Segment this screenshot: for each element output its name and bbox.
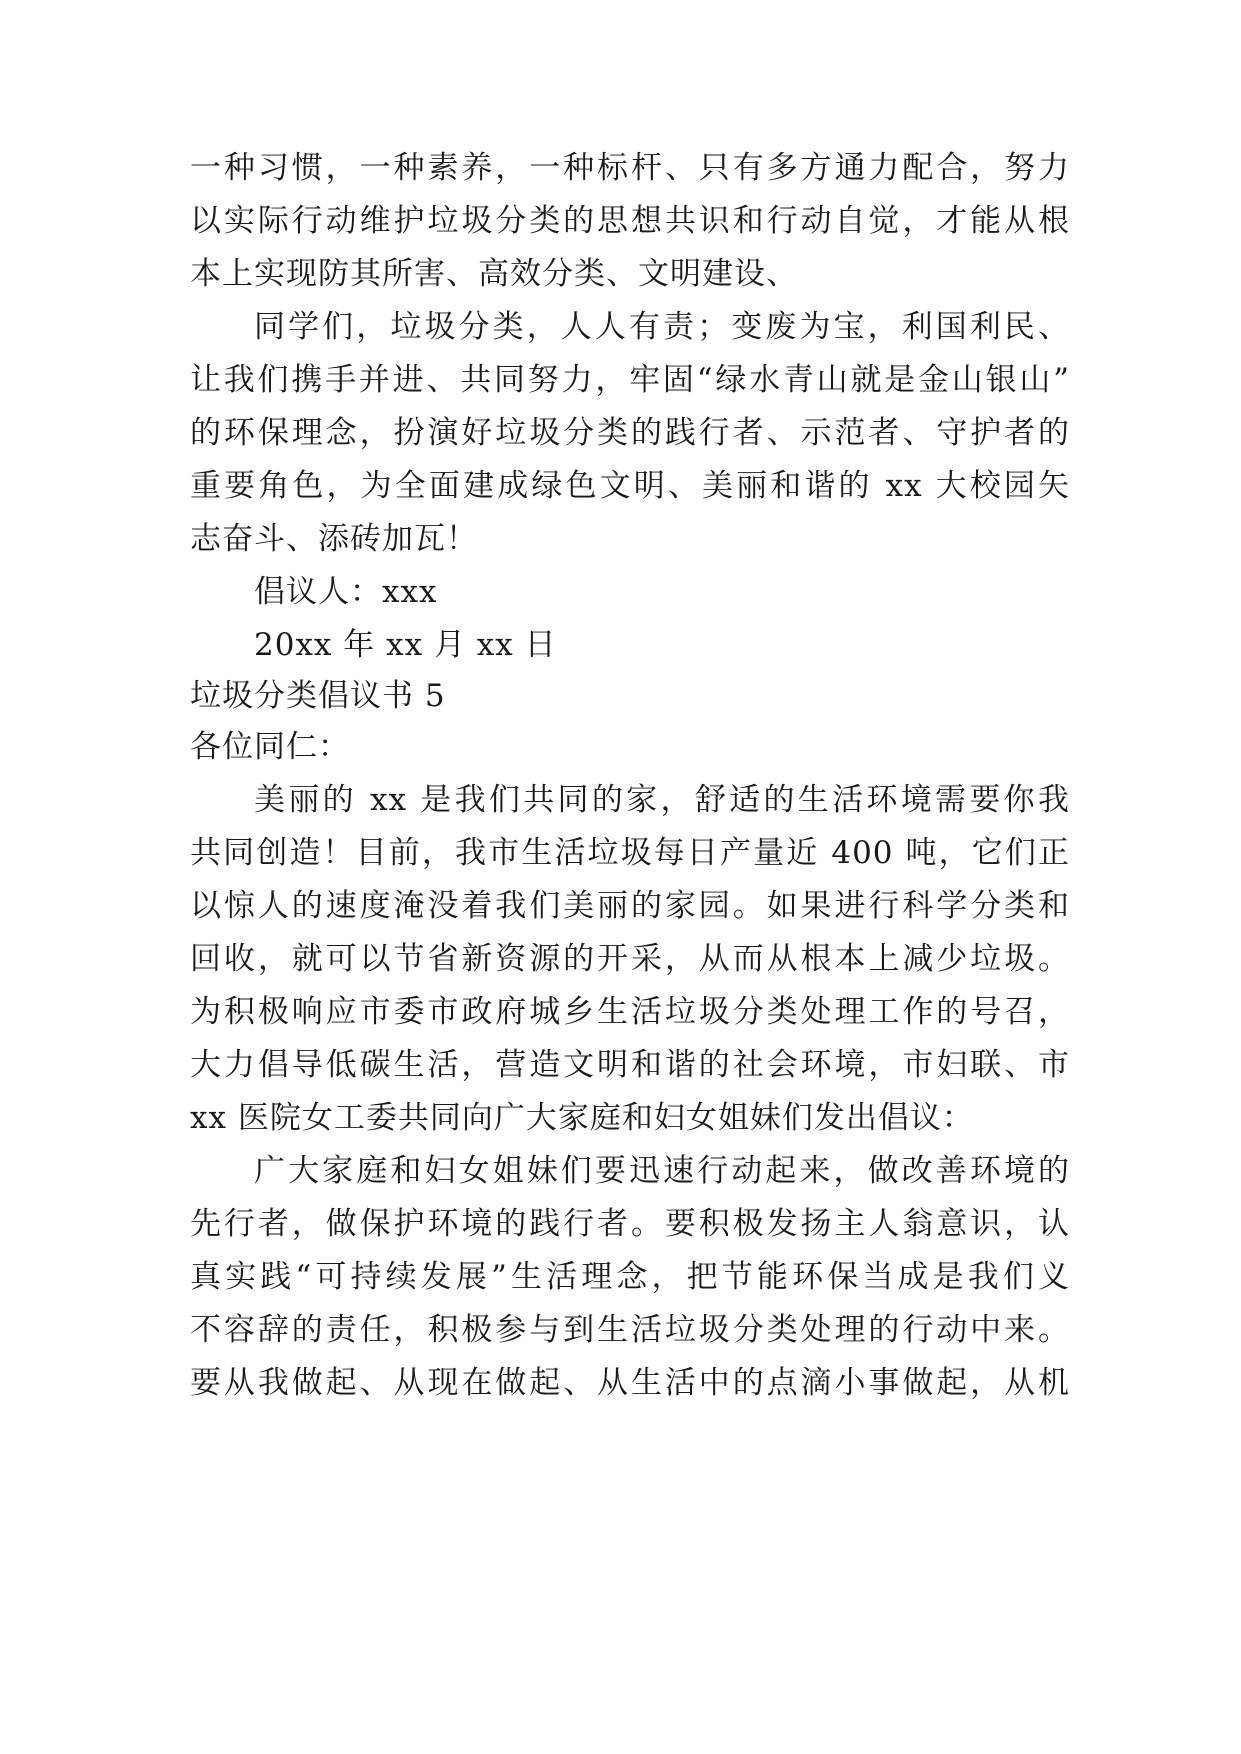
paragraph-line: 以实际行动维护垃圾分类的思想共识和行动自觉，才能从根 bbox=[190, 203, 1070, 239]
paragraph-line: 要从我做起、从现在做起、从生活中的点滴小事做起，从机 bbox=[190, 1365, 1070, 1401]
date-line: 20xx 年 xx 月 xx 日 bbox=[254, 627, 557, 663]
paragraph-line: 广大家庭和妇女姐妹们要迅速行动起来，做改善环境的 bbox=[254, 1153, 1070, 1189]
paragraph-line: 志奋斗、添砖加瓦！ bbox=[190, 521, 478, 557]
paragraph-line: 让我们携手并进、共同努力，牢固“绿水青山就是金山银山” bbox=[190, 362, 1070, 398]
paragraph-line: 本上实现防其所害、高效分类、文明建设、 bbox=[190, 256, 798, 292]
paragraph-line: 一种习惯，一种素养，一种标杆、只有多方通力配合，努力 bbox=[190, 150, 1070, 186]
paragraph-line: 以惊人的速度淹没着我们美丽的家园。如果进行科学分类和 bbox=[190, 888, 1070, 924]
paragraph-line: 不容辞的责任，积极参与到生活垃圾分类处理的行动中来。 bbox=[190, 1312, 1070, 1348]
paragraph-line: 的环保理念，扮演好垃圾分类的践行者、示范者、守护者的 bbox=[190, 415, 1070, 451]
paragraph-line: 先行者，做保护环境的践行者。要积极发扬主人翁意识，认 bbox=[190, 1206, 1070, 1242]
paragraph-line: 真实践“可持续发展”生活理念，把节能环保当成是我们义 bbox=[190, 1259, 1070, 1295]
paragraph-line: 重要角色，为全面建成绿色文明、美丽和谐的 xx 大校园矢 bbox=[190, 468, 1070, 504]
section-title: 垃圾分类倡议书 5 bbox=[190, 678, 446, 714]
signature-line: 倡议人：xxx bbox=[254, 574, 438, 610]
paragraph-line: 同学们，垃圾分类，人人有责；变废为宝，利国利民、 bbox=[254, 309, 1070, 345]
paragraph-line: 为积极响应市委市政府城乡生活垃圾分类处理工作的号召， bbox=[190, 994, 1070, 1030]
paragraph-line: xx 医院女工委共同向广大家庭和妇女姐妹们发出倡议： bbox=[190, 1100, 974, 1136]
paragraph-line: 共同创造！目前，我市生活垃圾每日产量近 400 吨，它们正 bbox=[190, 835, 1070, 871]
salutation: 各位同仁： bbox=[190, 729, 350, 765]
paragraph-line: 大力倡导低碳生活，营造文明和谐的社会环境，市妇联、市 bbox=[190, 1047, 1070, 1083]
paragraph-line: 回收，就可以节省新资源的开采，从而从根本上减少垃圾。 bbox=[190, 941, 1070, 977]
paragraph-line: 美丽的 xx 是我们共同的家，舒适的生活环境需要你我 bbox=[254, 782, 1070, 818]
